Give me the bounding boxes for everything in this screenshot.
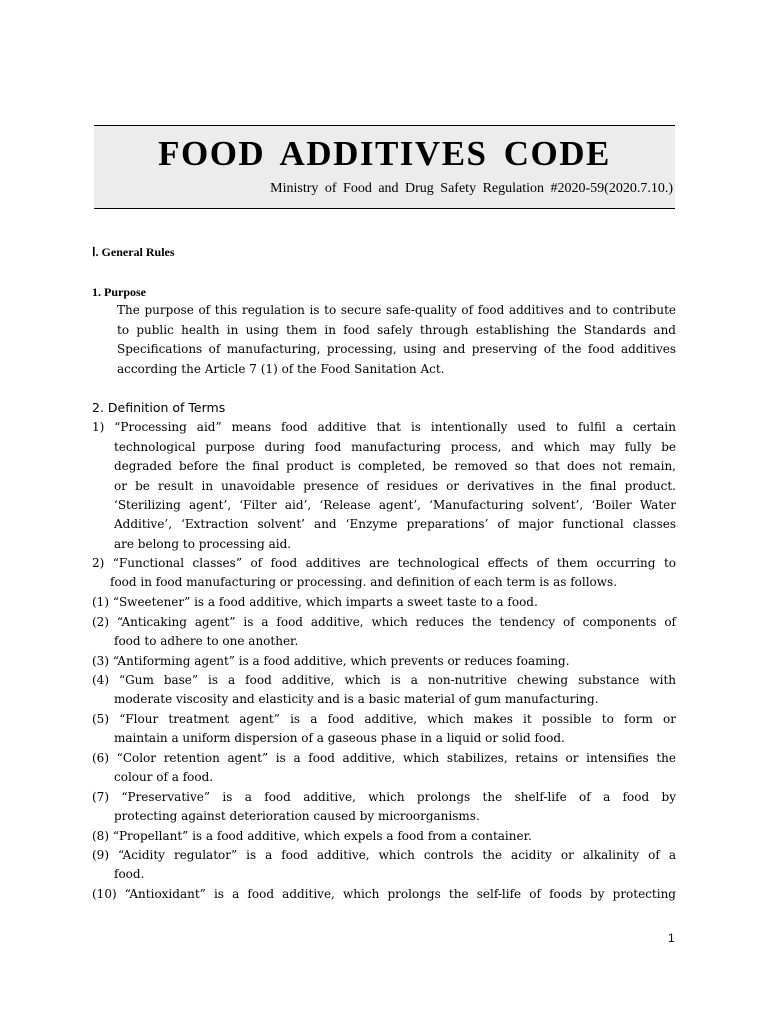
definition-line: (2) “Anticaking agent” is a food additive, which reduces the tendency of components of bbox=[92, 615, 676, 629]
purpose-line: Specifications of manufacturing, processing, using and preserving of the food additives bbox=[117, 342, 676, 356]
purpose-line: The purpose of this regulation is to secure safe-quality of food additives and to contribute bbox=[117, 303, 676, 317]
purpose-line: to public health in using them in food safely through establishing the Standards and bbox=[117, 323, 676, 337]
definition-line: food to adhere to one another. bbox=[114, 634, 299, 648]
definition-line: ‘Sterilizing agent’, ‘Filter aid’, ‘Release agent’, ‘Manufacturing solvent’, ‘Boiler Water bbox=[114, 498, 676, 512]
definition-line: 2) “Functional classes” of food additives are technological effects of them occurring to bbox=[92, 556, 676, 570]
definition-line: maintain a uniform dispersion of a gaseous phase in a liquid or solid food. bbox=[114, 731, 565, 745]
purpose-line: according the Article 7 (1) of the Food Sanitation Act. bbox=[117, 362, 445, 376]
definition-line: degraded before the final product is completed, be removed so that does not remain, bbox=[114, 459, 676, 473]
purpose-heading: 1. Purpose bbox=[92, 285, 146, 299]
definition-line: (7) “Preservative” is a food additive, which prolongs the shelf-life of a food by bbox=[92, 790, 676, 804]
definition-line: Additive’, ‘Extraction solvent’ and ‘Enzyme preparations’ of major functional classes bbox=[114, 517, 676, 531]
definition-line: moderate viscosity and elasticity and is a basic material of gum manufacturing. bbox=[114, 692, 599, 706]
definition-line: (9) “Acidity regulator” is a food additive, which controls the acidity or alkalinity of a bbox=[92, 848, 676, 862]
definition-line: (5) “Flour treatment agent” is a food additive, which makes it possible to form or bbox=[92, 712, 676, 726]
definition-line: 1) “Processing aid” means food additive that is intentionally used to fulfil a certain bbox=[92, 420, 676, 434]
definition-line: food. bbox=[114, 867, 145, 881]
definition-line: protecting against deterioration caused by microorganisms. bbox=[114, 809, 480, 823]
definitions-heading: 2. Definition of Terms bbox=[92, 400, 226, 415]
document-header bbox=[94, 125, 675, 209]
definition-line: food in food manufacturing or processing. and definition of each term is as follows. bbox=[110, 575, 618, 589]
definition-line: (3) “Antiforming agent” is a food additive, which prevents or reduces foaming. bbox=[92, 654, 570, 668]
definition-line: are belong to processing aid. bbox=[114, 537, 292, 551]
document-title: FOOD ADDITIVES CODE bbox=[158, 134, 611, 173]
definition-line: (1) “Sweetener” is a food additive, which imparts a sweet taste to a food. bbox=[92, 595, 538, 609]
definition-line: or be result in unavoidable presence of residues or derivatives in the final product. bbox=[114, 479, 676, 493]
definition-line: colour of a food. bbox=[114, 770, 214, 784]
definition-line: (6) “Color retention agent” is a food additive, which stabilizes, retains or intensifies the bbox=[92, 751, 676, 765]
definition-line: (10) “Antioxidant” is a food additive, which prolongs the self-life of foods by protecting bbox=[92, 887, 676, 901]
section-heading: Ⅰ. General Rules bbox=[92, 245, 175, 259]
definition-line: (4) “Gum base” is a food additive, which is a non-nutritive chewing substance with bbox=[92, 673, 676, 687]
page-number: 1 bbox=[668, 931, 675, 945]
definition-line: technological purpose during food manufacturing process, and which may fully be bbox=[114, 440, 676, 454]
definition-line: (8) “Propellant” is a food additive, which expels a food from a container. bbox=[92, 829, 532, 843]
document-subtitle: Ministry of Food and Drug Safety Regulation #2020-59(2020.7.10.) bbox=[270, 181, 673, 196]
